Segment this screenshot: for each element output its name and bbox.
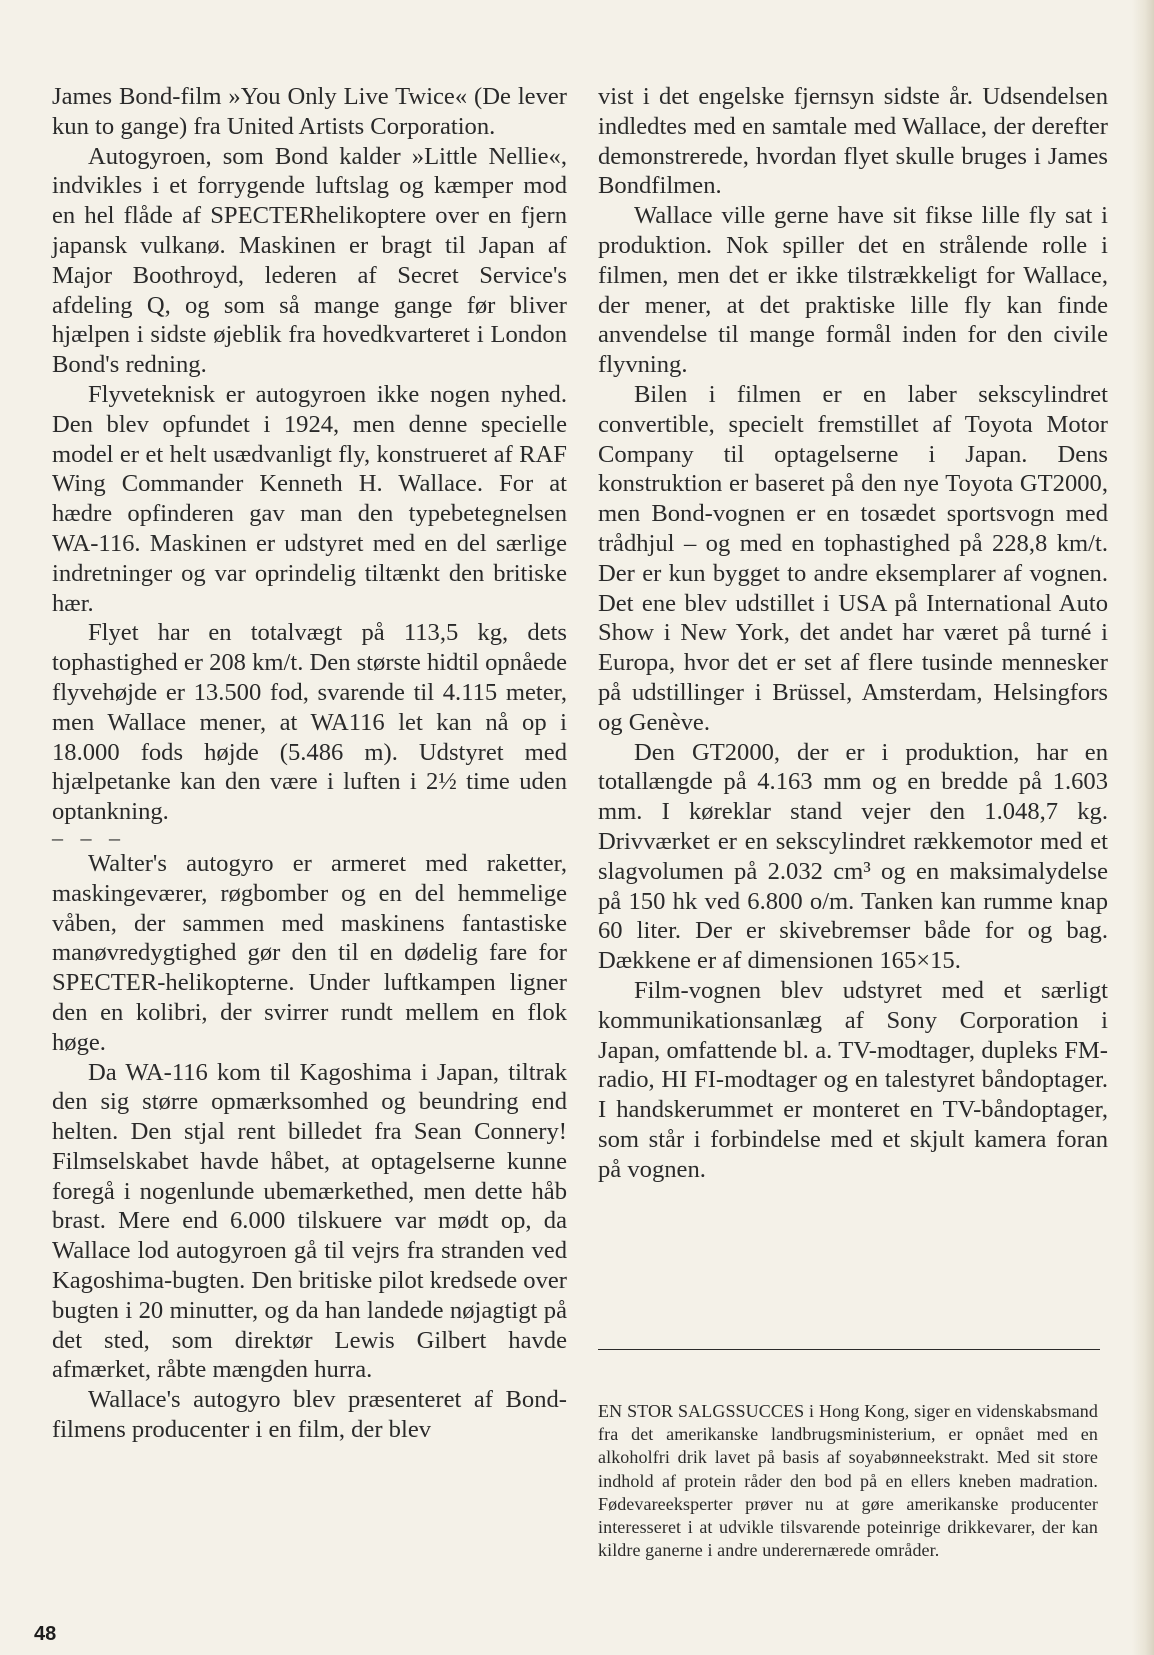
paragraph: Den GT2000, der er i produktion, har en totallængde på 4.163 mm og en bredde på 1.603 mm. I køreklar stand vejer den 1.048,7 kg. Drivværket er en sekscylindret rækkemotor med et slagvolumen på 2.032 cm³ og en maksimalydelse på 150 hk ved 6.800 o/m. Tanken kan rumme knap 60 liter. Der er skivebremser både for og bag. Dækkene er af dimensionen 165×15. [598, 738, 1108, 975]
paragraph: Wallace ville gerne have sit fikse lille fly sat i produktion. Nok spiller det en strålende rolle i filmen, men det er ikke tilstrækkeligt for Wallace, der mener, at det praktiske lille fly kan finde anvendelse til mange formål inden for den civile flyvning. [598, 202, 1108, 379]
paragraph: Flyveteknisk er autogyroen ikke nogen nyhed. Den blev opfundet i 1924, men denne specielle model er et helt usædvanligt fly, konstrueret af RAF Wing Commander Kenneth H. Wallace. For at hædre opfinderen gav man den typebetegnelsen WA-116. Maskinen er udstyret med en del særlige indretninger og var oprindelig tiltænkt den britiske hær. [52, 380, 567, 617]
page-number: 48 [34, 1623, 57, 1645]
page-edge [1132, 0, 1154, 1655]
paragraph: Walter's autogyro er armeret med raketter, maskingeværer, røgbomber og en del hemmelige våben, der sammen med maskinens fantastiske manøvredygtighed gør den til en dødelig fare for SPECTER-helikopterne. Under luftkampen ligner den en kolibri, der svirrer rundt mellem en flok høge. [52, 849, 567, 1056]
paragraph: Film-vognen blev udstyret med et særligt kommunikationsanlæg af Sony Corporation i Japan, omfattende bl. a. TV-modtager, dupleks FM-radio, HI FI-modtager og en talestyret båndoptager. I handskerummet er monteret en TV-båndoptager, som står i forbindelse med et skjult kamera foran på vognen. [598, 976, 1108, 1183]
paragraph: Da WA-116 kom til Kagoshima i Japan, tiltrak den sig større opmærksomhed og beundring end helten. Den stjal rent billedet fra Sean Connery! Filmselskabet havde håbet, at optagelserne kunne foregå i nogenlunde ubemærkethed, men dette håb brast. Mere end 6.000 tilskuere var mødt op, da Wallace lod autogyroen gå til vejrs fra stranden ved Kagoshima-bugten. Den britiske pilot kredsede over bugten i 20 minutter, og da han landede nøjagtigt på det sted, som direktør Lewis Gilbert havde afmærket, råbte mængden hurra. [52, 1058, 567, 1384]
news-notice [598, 1400, 1098, 1562]
paragraph: Bilen i filmen er en laber sekscylindret convertible, specielt fremstillet af Toyota Motor Company til optagelserne i Japan. Dens konstruktion er baseret på den nye Toyota GT2000, men Bond-vognen er en tosædet sportsvogn med trådhjul – og med en tophastighed på 228,8 km/t. Der er kun bygget to andre eksemplarer af vognen. Det ene blev udstillet i USA på International Auto Show i New York, det andet har været på turné i Europa, hvor det er set af flere tusinde mennesker på udstillinger i Brüssel, Amsterdam, Helsingfors og Genève. [598, 380, 1108, 736]
paragraph: Flyet har en totalvægt på 113,5 kg, dets tophastighed er 208 km/t. Den største hidtil opnåede flyvehøjde er 13.500 fod, svarende til 4.115 meter, men Wallace mener, at WA116 let kan nå op i 18.000 fods højde (5.486 m). Udstyret med hjælpetanke kan den være i luften i 2½ time uden optankning. [52, 619, 568, 826]
left-column [52, 82, 567, 1445]
paragraph: James Bond-film »You Only Live Twice« (De lever kun to gange) fra United Artists Corporation. [52, 83, 567, 140]
divider-rule [598, 1349, 1100, 1350]
notice-text: EN STOR SALGSSUCCES i Hong Kong, siger en videnskabsmand fra det amerikanske landbrugsministerium, er opnået med en alkoholfri drik lavet på basis af soyabønneekstrakt. Med sit store indhold af protein råder den bod på en ellers kneben madration. Fødevareeksperter prøver nu at gøre amerikanske producenter interesseret i at udvikle tilsvarende poteinrige drikkevarer, der kan kildre ganerne i andre underernærede områder. [598, 1401, 1098, 1561]
section-separator: – – – [52, 824, 126, 850]
right-column [598, 82, 1108, 1184]
paragraph: vist i det engelske fjernsyn sidste år. Udsendelsen indledtes med en samtale med Wallace, der derefter demonstrerede, hvordan flyet skulle bruges i James Bondfilmen. [598, 83, 1108, 200]
paragraph: Autogyroen, som Bond kalder »Little Nellie«, indvikles i et forrygende luftslag og kæmper mod en hel flåde af SPECTERhelikoptere over en fjern japansk vulkanø. Maskinen er bragt til Japan af Major Boothroyd, lederen af Secret Service's afdeling Q, og som så mange gange før bliver hjælpen i sidste øjeblik fra hovedkvarteret i London Bond's redning. [52, 142, 567, 379]
paragraph: Wallace's autogyro blev præsenteret af Bond-filmens producenter i en film, der blev [52, 1386, 567, 1444]
